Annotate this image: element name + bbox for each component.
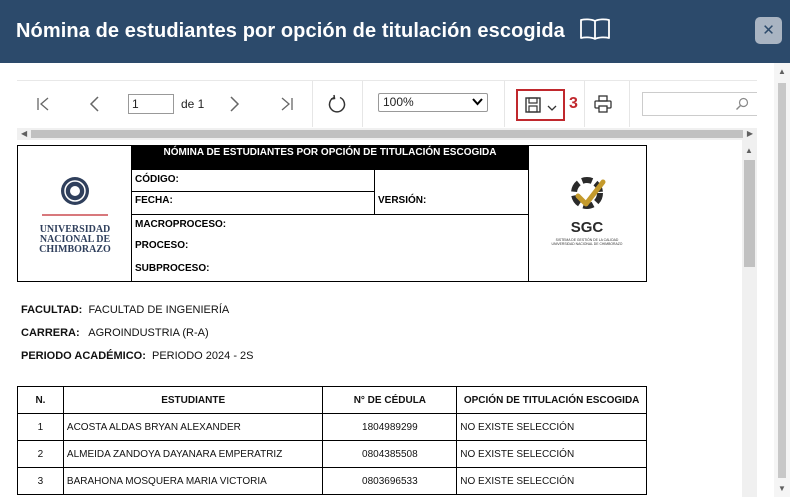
- last-page-icon: [279, 96, 295, 112]
- column-header: OPCIÓN DE TITULACIÓN ESCOGIDA: [457, 387, 647, 414]
- carrera-row: [21, 327, 209, 339]
- periodo-row: [21, 350, 254, 362]
- facultad-row: [21, 304, 229, 316]
- column-header: N° DE CÉDULA: [323, 387, 457, 414]
- scroll-right-icon[interactable]: ▶: [746, 129, 753, 138]
- zoom-select[interactable]: [378, 93, 488, 112]
- close-icon: ✕: [762, 22, 775, 39]
- student-name: BARAHONA MOSQUERA MARIA VICTORIA: [63, 468, 323, 495]
- titulation-option: NO EXISTE SELECCIÓN: [457, 441, 647, 468]
- report-toolbar: [17, 80, 757, 126]
- page-count-label: de 1: [181, 97, 205, 111]
- vertical-scrollbar[interactable]: [742, 140, 757, 497]
- row-number: 3: [18, 468, 64, 495]
- horizontal-scroll-thumb[interactable]: [31, 130, 743, 138]
- scroll-down-icon[interactable]: ▼: [778, 484, 786, 493]
- step-annotation: 3: [569, 95, 578, 112]
- student-name: ACOSTA ALDAS BRYAN ALEXANDER: [63, 414, 323, 441]
- modal-scroll-thumb[interactable]: [778, 83, 786, 478]
- scroll-up-icon[interactable]: ▲: [745, 146, 753, 155]
- column-header: N.: [18, 387, 64, 414]
- save-icon: [524, 96, 542, 114]
- facultad-label: FACULTAD:: [21, 304, 83, 316]
- column-header: ESTUDIANTE: [63, 387, 323, 414]
- chevron-down-icon: [546, 103, 558, 113]
- scroll-left-icon[interactable]: ◀: [21, 129, 28, 138]
- prev-page-icon: [87, 95, 103, 113]
- svg-text:SGC: SGC: [570, 219, 604, 236]
- refresh-button[interactable]: [323, 81, 351, 127]
- close-button[interactable]: [755, 17, 782, 44]
- print-icon: [593, 94, 613, 114]
- id-number: 0804385508: [323, 441, 457, 468]
- chevron-down-icon: [472, 95, 483, 112]
- fecha-label: FECHA:: [135, 195, 173, 206]
- search-input[interactable]: [642, 92, 757, 116]
- periodo-label: PERIODO ACADÉMICO:: [21, 350, 146, 362]
- save-export-button[interactable]: [516, 89, 565, 121]
- table-row: [18, 468, 647, 495]
- titulation-option: NO EXISTE SELECCIÓN: [457, 468, 647, 495]
- table-row: [18, 441, 647, 468]
- page-number-input[interactable]: 1: [128, 94, 174, 114]
- vertical-scroll-thumb[interactable]: [744, 160, 755, 267]
- modal-header: [0, 0, 790, 63]
- sgc-logo: [529, 146, 646, 281]
- print-button[interactable]: [590, 81, 616, 127]
- refresh-icon: [327, 94, 347, 114]
- zoom-value: 100%: [383, 95, 414, 109]
- svg-text:NACIONAL DE: NACIONAL DE: [39, 234, 111, 245]
- svg-text:SISTEMA DE GESTIÓN DE LA CALID: SISTEMA DE GESTIÓN DE LA CALIDAD: [555, 238, 619, 242]
- proceso-label: PROCESO:: [135, 240, 189, 251]
- students-table: [17, 386, 647, 495]
- carrera-label: CARRERA:: [21, 327, 80, 339]
- id-number: 0803696533: [323, 468, 457, 495]
- subproceso-label: SUBPROCESO:: [135, 263, 210, 274]
- next-page-button[interactable]: [222, 81, 246, 127]
- svg-text:UNIVERSIDAD: UNIVERSIDAD: [39, 224, 111, 235]
- student-name: ALMEIDA ZANDOYA DAYANARA EMPERATRIZ: [63, 441, 323, 468]
- book-icon[interactable]: [579, 17, 611, 46]
- modal-title: Nómina de estudiantes por opción de titulación escogida: [16, 20, 565, 42]
- row-number: 2: [18, 441, 64, 468]
- first-page-button[interactable]: [31, 81, 55, 127]
- svg-text:UNIVERSIDAD NACIONAL DE CHIMBO: UNIVERSIDAD NACIONAL DE CHIMBORAZO: [551, 242, 623, 246]
- report-header-block: [17, 145, 647, 282]
- macroproceso-label: MACROPROCESO:: [135, 219, 227, 230]
- row-number: 1: [18, 414, 64, 441]
- modal-scrollbar[interactable]: [774, 63, 790, 497]
- codigo-label: CÓDIGO:: [135, 174, 179, 185]
- svg-text:CHIMBORAZO: CHIMBORAZO: [39, 244, 111, 255]
- next-page-icon: [226, 95, 242, 113]
- report-title-bar: NÓMINA DE ESTUDIANTES POR OPCIÓN DE TITULACIÓN ESCOGIDA: [132, 146, 528, 170]
- titulation-option: NO EXISTE SELECCIÓN: [457, 414, 647, 441]
- first-page-icon: [35, 96, 51, 112]
- periodo-value: PERIODO 2024 - 2S: [152, 350, 254, 362]
- prev-page-button[interactable]: [83, 81, 107, 127]
- carrera-value: AGROINDUSTRIA (R-A): [88, 327, 209, 339]
- table-header-row: [18, 387, 647, 414]
- last-page-button[interactable]: [275, 81, 299, 127]
- university-logo: [18, 146, 132, 281]
- id-number: 1804989299: [323, 414, 457, 441]
- scroll-up-icon[interactable]: ▲: [778, 67, 786, 76]
- search-icon[interactable]: [735, 97, 749, 116]
- report-page: [17, 140, 742, 497]
- version-label: VERSIÓN:: [378, 195, 427, 206]
- facultad-value: FACULTAD DE INGENIERÍA: [88, 304, 230, 316]
- horizontal-scrollbar[interactable]: [17, 128, 757, 140]
- table-row: [18, 414, 647, 441]
- report-meta: [132, 146, 529, 281]
